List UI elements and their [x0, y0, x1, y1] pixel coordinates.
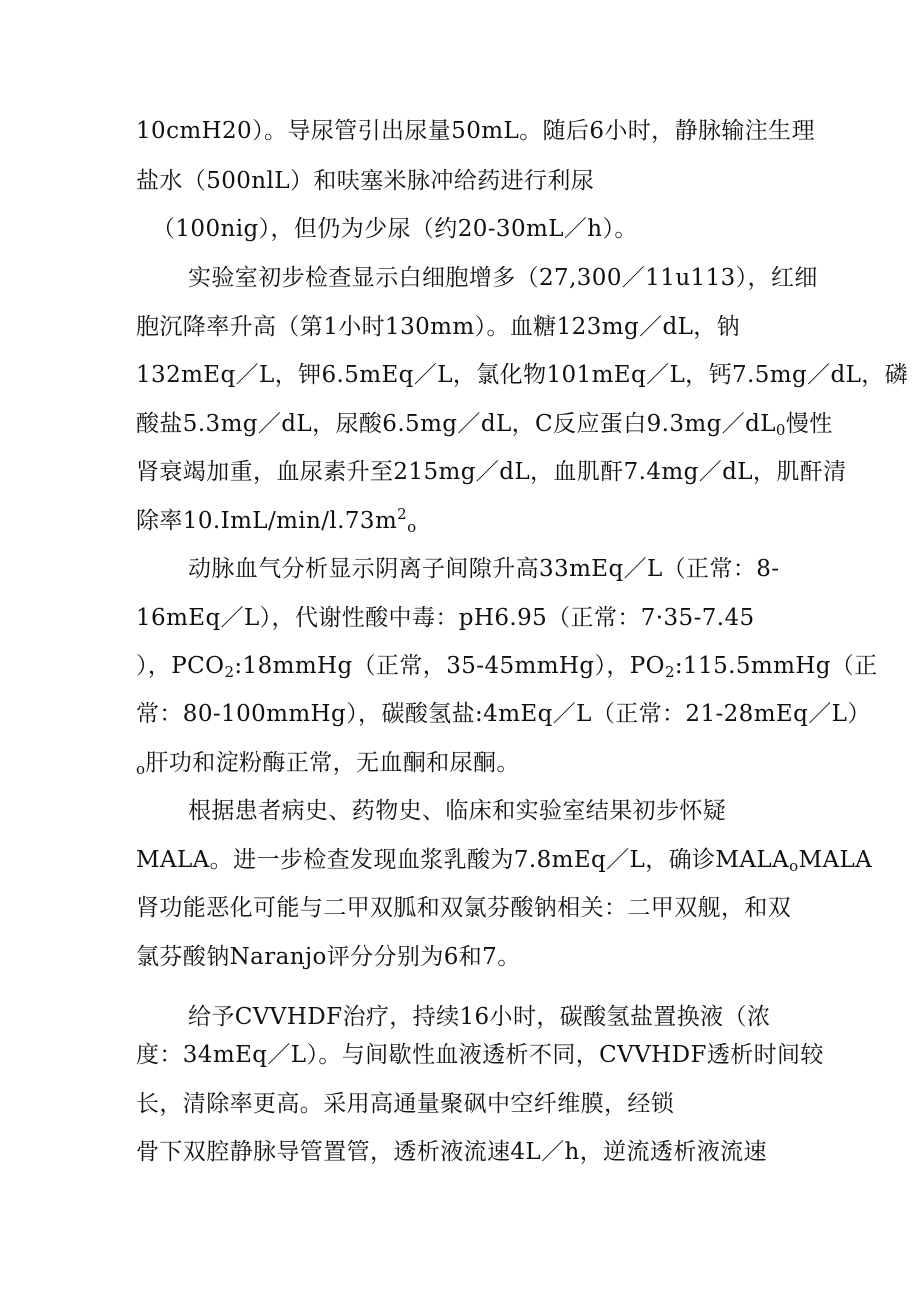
subscript: o [407, 518, 417, 536]
clearance-text: 除率10.ImL/min/l.73m [136, 508, 398, 534]
paragraph-diagnosis-line-3: 肾功能恶化可能与二甲双胍和双氯芬酸钠相关：二甲双舰，和双 [136, 895, 792, 921]
paragraph-treatment-line-1: 给予CVVHDF治疗，持续16小时，碳酸氢盐置换液（浓 [188, 1004, 771, 1030]
paragraph-diagnosis-line-2 [136, 845, 872, 875]
diagnosis-text-tail: MALA [798, 847, 873, 873]
text-line-2: 盐水（500nlL）和呋塞米脉冲给药进行利尿 [136, 168, 595, 194]
superscript: 2 [397, 505, 408, 523]
paragraph-blood-gas-line-4: 常：80-100mmHg），碳酸氢盐:4mEq／L（正常：21-28mEq／L） [136, 701, 871, 727]
gas-text-tail: :115.5mmHg（正 [674, 653, 878, 679]
paragraph-blood-gas-line-5 [136, 748, 520, 778]
paragraph-lab-results-line-1: 实验室初步检查显示白细胞增多（27,300／11u113），红细 [188, 265, 818, 291]
paragraph-diagnosis-line-1: 根据患者病史、药物史、临床和实验室结果初步怀疑 [188, 798, 727, 824]
gas-text: ），PCO [136, 653, 225, 679]
paragraph-treatment-line-2: 度：34mEq／L）。与间歇性血液透析不同，CVVHDF透析时间较 [136, 1042, 824, 1068]
paragraph-treatment-line-4: 骨下双腔静脉导管置管，透析液流速4L／h，逆流透析液流速 [136, 1139, 767, 1165]
liver-text: 肝功和淀粉酶正常，无血酮和尿酮。 [145, 750, 520, 776]
subscript: o [136, 760, 146, 778]
paragraph-blood-gas-line-3 [136, 651, 878, 681]
paragraph-lab-results-line-5: 肾衰竭加重，血尿素升至215mg／dL，血肌酐7.4mg／dL，肌酐清 [136, 459, 847, 485]
paragraph-blood-gas-line-2: 16mEq／L），代谢性酸中毒：pH6.95（正常：7·35-7.45 [136, 605, 755, 631]
lab-text: 酸盐5.3mg／dL，尿酸6.5mg／dL，C反应蛋白9.3mg／dL [136, 411, 776, 437]
paragraph-lab-results-line-3: 132mEq／L，钾6.5mEq／L，氯化物101mEq／L，钙7.5mg／dL，磷 [136, 362, 909, 388]
gas-text-mid: :18mmHg（正常，35-45mmHg），PO [234, 653, 665, 679]
diagnosis-text: MALA。进一步检查发现血浆乳酸为7.8mEq／L，确诊MALA [136, 847, 790, 873]
subscript: 2 [664, 663, 675, 681]
paragraph-blood-gas-line-1: 动脉血气分析显示阴离子间隙升高33mEq／L（正常：8- [188, 556, 780, 582]
subscript: 0 [775, 421, 786, 439]
subscript: o [789, 857, 799, 875]
paragraph-lab-results-line-2: 胞沉降率升高（第1小时130mm）。血糖123mg／dL，钠 [136, 314, 741, 340]
paragraph-treatment-line-3: 长，清除率更高。采用高通量聚砜中空纤维膜，经锁 [136, 1091, 675, 1117]
paragraph-lab-results-line-6 [136, 506, 417, 536]
text-line-3: （100nig），但仍为少尿（约20-30mL／h）。 [152, 216, 638, 242]
lab-text-tail: 慢性 [785, 411, 833, 437]
paragraph-lab-results-line-4 [136, 409, 833, 439]
paragraph-diagnosis-line-4: 氯芬酸钠Naranjo评分分别为6和7。 [136, 944, 521, 970]
text-line-1: 10cmH20）。导尿管引出尿量50mL。随后6小时，静脉输注生理 [136, 118, 815, 144]
subscript: 2 [224, 663, 235, 681]
